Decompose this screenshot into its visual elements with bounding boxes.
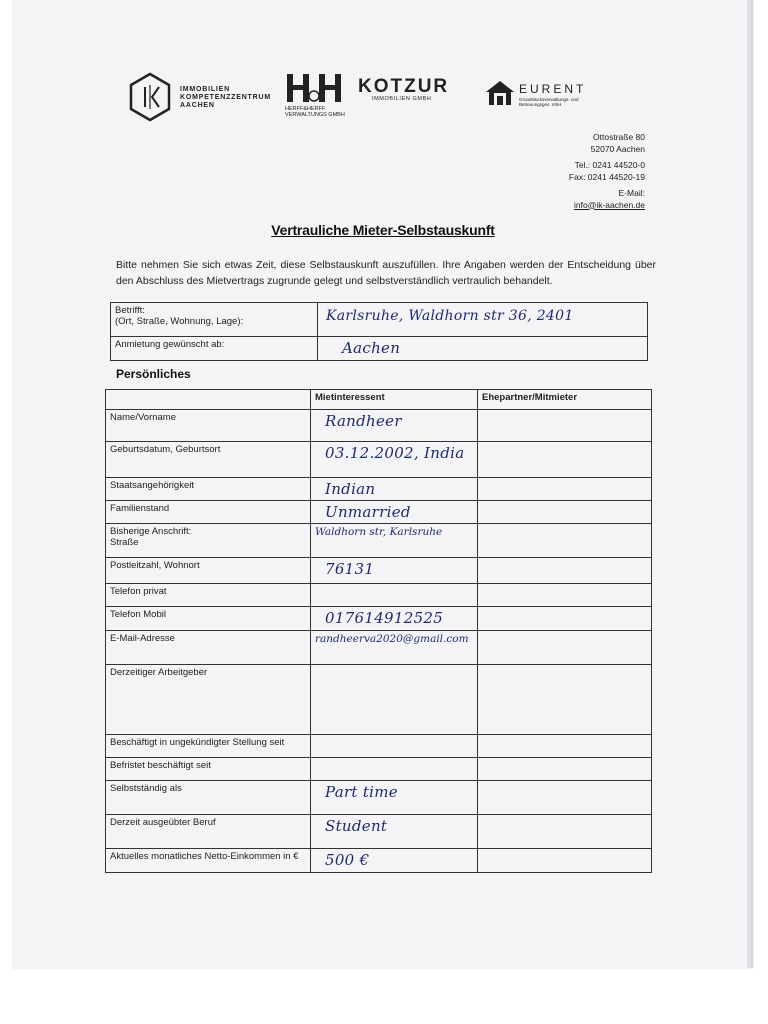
handwritten-value: Indian: [325, 480, 376, 498]
ehepartner-field[interactable]: [478, 735, 652, 758]
header-empty: [106, 390, 311, 410]
table-row: [106, 758, 652, 781]
table-row: [106, 849, 652, 873]
handwritten-value: randheerva2020@gmail.com: [315, 633, 469, 645]
handwritten-value: Waldhorn str, Karlsruhe: [315, 526, 443, 538]
table-row: [106, 442, 652, 478]
row-label: Derzeitiger Arbeitgeber: [106, 665, 311, 735]
ehepartner-field[interactable]: [478, 849, 652, 873]
address-email-link[interactable]: info@ik-aachen.de: [573, 199, 645, 210]
table-row: [106, 558, 652, 584]
address-street: Ottostraße 80: [593, 132, 645, 142]
row-label: Beschäftigt in ungekündigter Stellung seit: [106, 735, 311, 758]
mietinteressent-field[interactable]: [311, 478, 478, 501]
herff-logo: [285, 72, 345, 126]
ehepartner-field[interactable]: [478, 815, 652, 849]
handwritten-value: 76131: [325, 560, 375, 578]
row-label: Familienstand: [106, 501, 311, 524]
ehepartner-field[interactable]: [478, 584, 652, 607]
eurent-logo: [485, 80, 595, 110]
ehepartner-field[interactable]: [478, 410, 652, 442]
kotzur-sub: IMMOBILIEN GMBH: [372, 96, 432, 102]
row-label: Staatsangehörigkeit: [106, 478, 311, 501]
betrifft-label: Betrifft: (Ort, Straße, Wohnung, Lage):: [111, 303, 318, 337]
page-title: Vertrauliche Mieter-Selbstauskunft: [271, 222, 495, 238]
row-label: Telefon privat: [106, 584, 311, 607]
document-page: [13, 0, 753, 968]
handwritten-value: Unmarried: [325, 503, 411, 521]
table-row: [106, 524, 652, 558]
table-row: [111, 337, 648, 361]
eurent-sub: Grundstücksverwaltungs- und Betreuungsges. mbH: [519, 97, 579, 107]
handwritten-value: 03.12.2002, India: [325, 444, 465, 462]
ehepartner-field[interactable]: [478, 758, 652, 781]
mietinteressent-field[interactable]: [311, 410, 478, 442]
intro-text: Bitte nehmen Sie sich etwas Zeit, diese Selbstauskunft auszufüllen. Ihre Angaben werden der Entscheidung über den Abschluss des Mietvertrags zugrunde gelegt und selbstverständlich vertraulich behandelt.: [116, 259, 656, 287]
house-icon: [485, 80, 515, 106]
mietinteressent-field[interactable]: [311, 665, 478, 735]
betrifft-field[interactable]: [318, 303, 648, 337]
company-address: [569, 132, 645, 211]
anmietung-label: Anmietung gewünscht ab:: [111, 337, 318, 361]
mietinteressent-field[interactable]: [311, 584, 478, 607]
ehepartner-field[interactable]: [478, 607, 652, 631]
row-label: Bisherige Anschrift: Straße: [106, 524, 311, 558]
section-title: Persönliches: [116, 367, 191, 381]
mietinteressent-field[interactable]: [311, 781, 478, 815]
address-fax: Fax: 0241 44520-19: [568, 171, 645, 182]
herff-mark-icon: [285, 72, 345, 106]
ehepartner-field[interactable]: [478, 558, 652, 584]
ehepartner-field[interactable]: [478, 781, 652, 815]
table-row: [106, 410, 652, 442]
ik-hexagon-icon: [128, 72, 172, 122]
ik-logo: [128, 72, 298, 122]
handwritten-value: Part time: [325, 783, 398, 801]
table-row: [106, 607, 652, 631]
address-email-label: E-Mail:: [618, 188, 645, 198]
table-row: [106, 815, 652, 849]
ehepartner-field[interactable]: [478, 442, 652, 478]
ehepartner-field[interactable]: [478, 478, 652, 501]
row-label: E-Mail-Adresse: [106, 631, 311, 665]
mietinteressent-field[interactable]: [311, 631, 478, 665]
table-row: [111, 303, 648, 337]
page-edge: [747, 0, 753, 968]
handwritten-value: 500 €: [325, 851, 370, 869]
table-row: [106, 478, 652, 501]
row-label: Name/Vorname: [106, 410, 311, 442]
table-row: [106, 735, 652, 758]
betrifft-value: Karlsruhe, Waldhorn str 36, 2401: [326, 308, 574, 324]
mietinteressent-field[interactable]: [311, 815, 478, 849]
handwritten-value: 017614912525: [325, 609, 444, 627]
anmietung-field[interactable]: [318, 337, 648, 361]
table-header-row: [106, 390, 652, 410]
row-label: Telefon Mobil: [106, 607, 311, 631]
address-city: 52070 Aachen: [590, 143, 645, 154]
mietinteressent-field[interactable]: [311, 442, 478, 478]
table-row: [106, 665, 652, 735]
row-label: Derzeit ausgeübter Beruf: [106, 815, 311, 849]
ehepartner-field[interactable]: [478, 631, 652, 665]
table-row: [106, 501, 652, 524]
handwritten-value: Randheer: [325, 412, 402, 430]
mietinteressent-field[interactable]: [311, 501, 478, 524]
header-mietinteressent: Mietinteressent: [311, 390, 478, 410]
kotzur-logo: [358, 76, 468, 106]
handwritten-value: Student: [325, 817, 388, 835]
mietinteressent-field[interactable]: [311, 849, 478, 873]
mietinteressent-field[interactable]: [311, 607, 478, 631]
personal-table: [105, 389, 652, 873]
ehepartner-field[interactable]: [478, 665, 652, 735]
table-row: [106, 584, 652, 607]
row-label: Aktuelles monatliches Netto-Einkommen in €: [106, 849, 311, 873]
herff-logo-text: HERFF&HERFF VERWALTUNGS GMBH: [285, 106, 345, 118]
address-tel: Tel.: 0241 44520-0: [574, 160, 645, 170]
ehepartner-field[interactable]: [478, 501, 652, 524]
mietinteressent-field[interactable]: [311, 558, 478, 584]
property-table: [110, 302, 648, 361]
mietinteressent-field[interactable]: [311, 735, 478, 758]
mietinteressent-field[interactable]: [311, 758, 478, 781]
row-label: Geburtsdatum, Geburtsort: [106, 442, 311, 478]
logo-bar: [13, 68, 753, 128]
header-ehepartner: Ehepartner/Mitmieter: [478, 390, 652, 410]
ehepartner-field[interactable]: [478, 524, 652, 558]
table-row: [106, 781, 652, 815]
kotzur-name: KOTZUR: [358, 76, 450, 97]
row-label: Befristet beschäftigt seit: [106, 758, 311, 781]
row-label: Postleitzahl, Wohnort: [106, 558, 311, 584]
eurent-name: EURENT: [519, 82, 587, 96]
mietinteressent-field[interactable]: [311, 524, 478, 558]
table-row: [106, 631, 652, 665]
row-label: Selbstständig als: [106, 781, 311, 815]
anmietung-value: Aachen: [342, 339, 401, 357]
ik-logo-text: IMMOBILIEN KOMPETENZZENTRUM AACHEN: [180, 86, 271, 109]
